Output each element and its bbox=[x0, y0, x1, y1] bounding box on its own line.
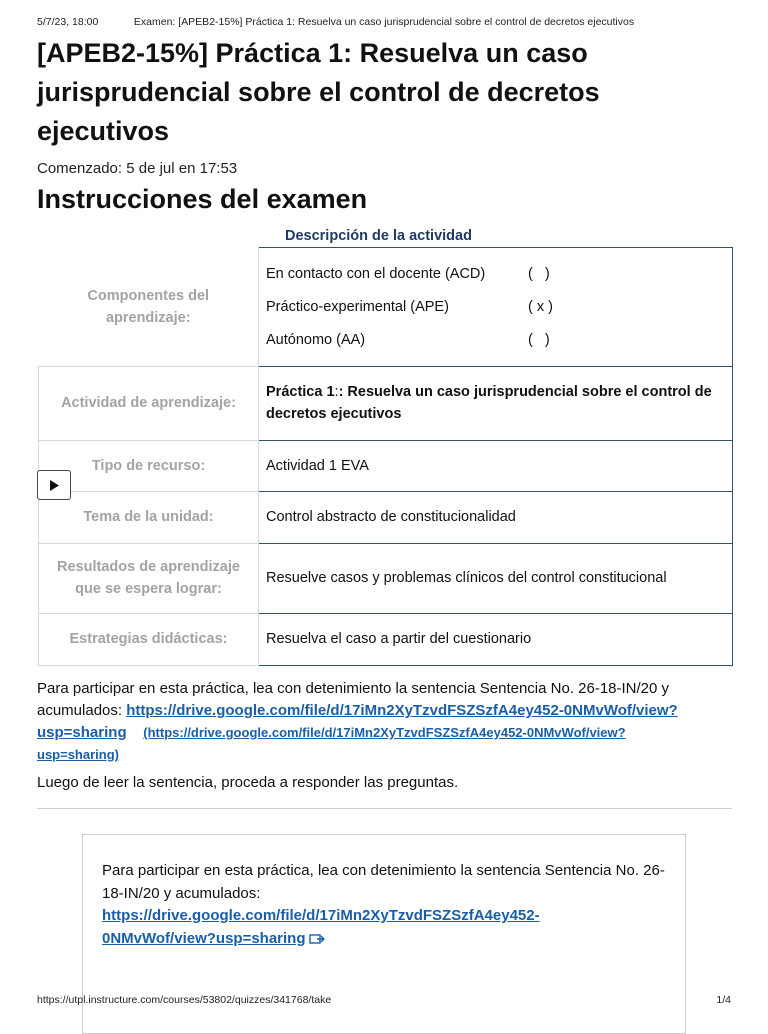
page-number: 1/4 bbox=[716, 994, 731, 1006]
quiz-title: [APEB2-15%] Práctica 1: Resuelva un caso jurisprudencial sobre el control de decretos ejecutivos bbox=[37, 38, 600, 146]
resource-row bbox=[39, 440, 733, 491]
component-mark: ( x ) bbox=[528, 298, 553, 315]
external-link-icon bbox=[309, 933, 326, 945]
components-row bbox=[39, 248, 733, 367]
strategies-row bbox=[39, 613, 733, 665]
print-page-title: Examen: [APEB2-15%] Práctica 1: Resuelva un caso jurisprudencial sobre el control de decretos ejecutivos bbox=[133, 16, 635, 28]
after-reading-text: Luego de leer la sentencia, proceda a responder las preguntas. bbox=[37, 774, 459, 791]
strategies-value: Resuelva el caso a partir del cuestionario bbox=[259, 613, 733, 665]
component-name: Práctico-experimental (APE) bbox=[266, 298, 449, 315]
activity-row bbox=[39, 366, 733, 440]
print-footer bbox=[37, 994, 731, 1006]
component-mark: ( ) bbox=[528, 265, 550, 282]
drive-link-continued[interactable]: usp=sharing bbox=[37, 724, 127, 741]
footer-url: https://utpl.instructure.com/courses/53802/quizzes/341768/take bbox=[37, 994, 332, 1006]
component-item bbox=[266, 323, 725, 356]
question-text-block bbox=[102, 860, 672, 950]
instructions-heading: Instrucciones del examen bbox=[37, 184, 368, 214]
drive-link-raw[interactable]: (https://drive.google.com/file/d/17iMn2XyTzvdFSZSzfA4ey452-0NMvWof/view? bbox=[143, 725, 626, 740]
question-drive-link-continued[interactable]: 0NMvWof/view?usp=sharing bbox=[102, 929, 306, 947]
activity-label: Actividad de aprendizaje: bbox=[39, 366, 259, 440]
divider bbox=[37, 808, 732, 809]
component-item bbox=[266, 290, 725, 323]
component-mark: ( ) bbox=[528, 331, 550, 348]
activity-description-heading: Descripción de la actividad bbox=[285, 228, 472, 244]
activity-table bbox=[38, 247, 733, 666]
theme-row bbox=[39, 491, 733, 543]
results-row bbox=[39, 543, 733, 613]
intro-text: Para participar en esta práctica, lea con detenimiento la sentencia Sentencia No. 26-18-IN/20 y acumulados: bbox=[37, 680, 670, 719]
activity-value-bold: Práctica 1 bbox=[266, 384, 335, 400]
components-value bbox=[259, 248, 733, 367]
theme-value: Control abstracto de constitucionalidad bbox=[259, 491, 733, 543]
component-name: Autónomo (AA) bbox=[266, 331, 366, 348]
intro-paragraph bbox=[37, 678, 717, 766]
theme-label: Tema de la unidad: bbox=[39, 491, 259, 543]
print-datetime: 5/7/23, 18:00 bbox=[37, 16, 99, 28]
activity-value-colon: : bbox=[334, 384, 339, 400]
question-drive-link[interactable]: https://drive.google.com/file/d/17iMn2XyTzvdFSZSzfA4ey452- bbox=[102, 907, 540, 924]
drive-link[interactable]: https://drive.google.com/file/d/17iMn2XyTzvdFSZSzfA4ey452-0NMvWof/view? bbox=[126, 702, 678, 719]
component-name: En contacto con el docente (ACD) bbox=[266, 265, 486, 282]
component-item bbox=[266, 257, 725, 290]
results-value: Resuelve casos y problemas clínicos del control constitucional bbox=[259, 543, 733, 613]
activity-value-rest: : Resuelva un caso jurisprudencial sobre el control de decretos ejecutivos bbox=[266, 384, 712, 422]
strategies-label: Estrategias didácticas: bbox=[39, 613, 259, 665]
resource-value: Actividad 1 EVA bbox=[259, 440, 733, 491]
started-timestamp: Comenzado: 5 de jul en 17:53 bbox=[37, 160, 238, 177]
play-icon bbox=[49, 480, 59, 491]
question-text: Para participar en esta práctica, lea con detenimiento la sentencia Sentencia No. 26-18-IN/20 y acumulados: bbox=[102, 862, 665, 902]
activity-value bbox=[259, 366, 733, 440]
resource-label: Tipo de recurso: bbox=[39, 440, 259, 491]
play-button[interactable] bbox=[37, 470, 71, 500]
results-label: Resultados de aprendizaje que se espera lograr: bbox=[39, 543, 259, 613]
drive-link-raw-continued[interactable]: usp=sharing) bbox=[37, 747, 119, 762]
components-label: Componentes del aprendizaje: bbox=[39, 248, 259, 367]
